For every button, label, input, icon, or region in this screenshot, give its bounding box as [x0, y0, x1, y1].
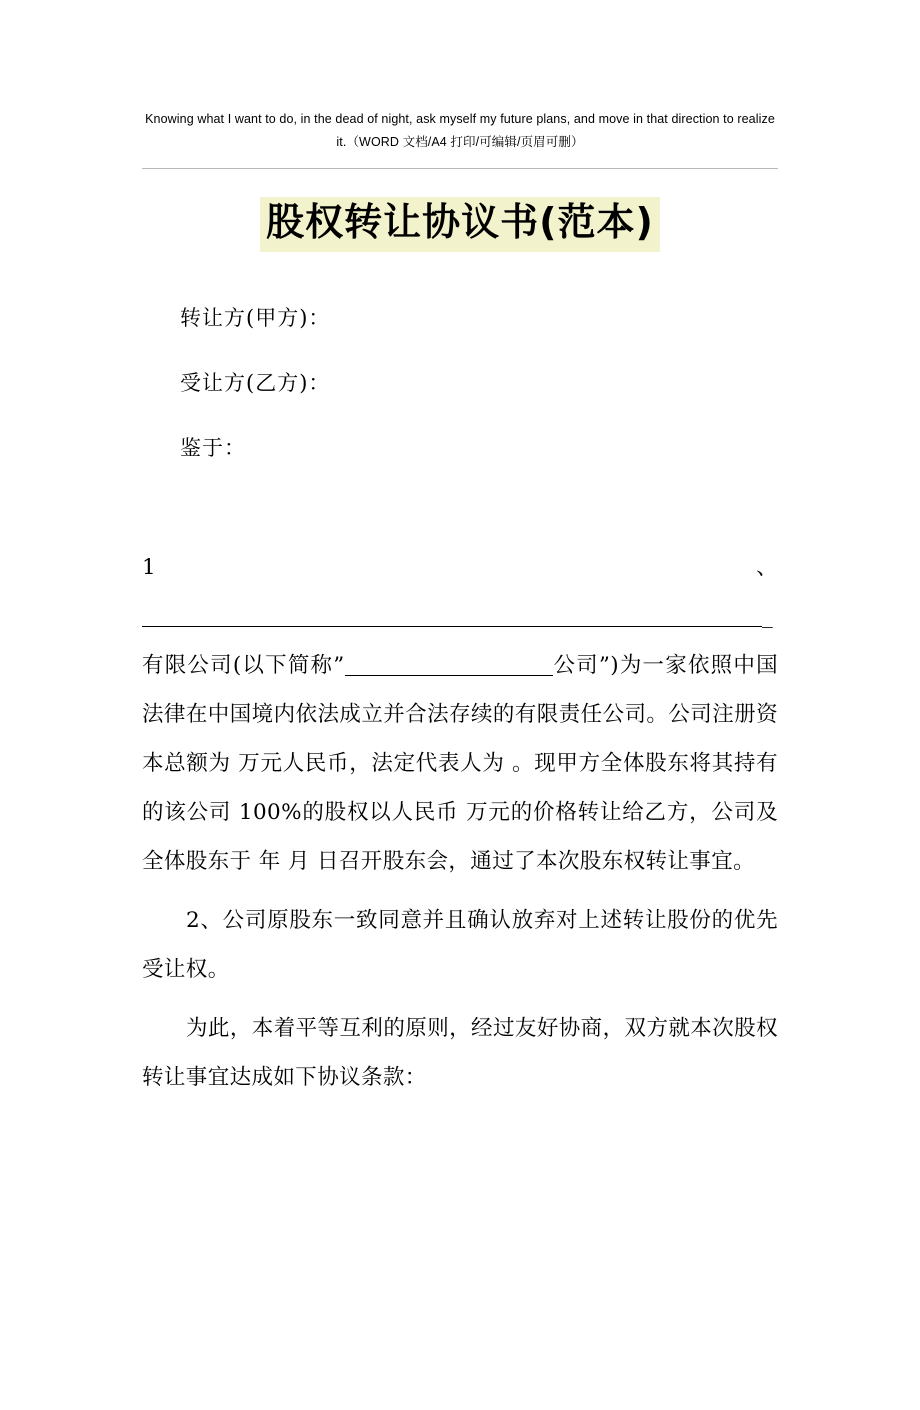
document-page: [0, 108, 920, 1410]
clause-1-line2-start: _有限公司(以下简称”: [142, 603, 774, 678]
page-title: 股权转让协议书(范本): [260, 197, 660, 252]
clause-1-blank-company-name: [142, 604, 762, 627]
clause-1-text: 中国法律在中国境内依法成立并合法存续的有限责任公司。公司注册资本总额为 万元人民币，法定代表人为 。现甲方全体股东将其持有的该公司 100%的股权以人民币 万元的价格转让给乙方，公司及全体股东于 年 月 日召开股东会，通过了本次股东权转让事宜。: [142, 652, 778, 874]
header-note: [142, 108, 778, 154]
clause-1-number: 1、: [142, 554, 778, 580]
clause-1: [142, 543, 778, 886]
clause-3: 为此，本着平等互利的原则，经过友好协商，双方就本次股权转让事宜达成如下协议条款：: [142, 1015, 778, 1090]
party-transferor: 转让方(甲方)：: [180, 305, 331, 330]
clause-1-line2-end: 公司”)为一家依照: [552, 652, 734, 678]
clause-1-blank-short-name: [345, 655, 553, 676]
party-whereas: 鉴于：: [180, 435, 246, 460]
header-note-line-2: it.（WORD 文档/A4 打印/可编辑/页眉可删）: [336, 135, 584, 150]
document-header: [142, 108, 778, 169]
page-title-wrap: [0, 197, 920, 252]
party-transferee: 受让方(乙方)：: [180, 370, 331, 395]
document-body: [142, 252, 778, 1102]
header-divider: [142, 168, 778, 169]
body-spacer: [142, 503, 778, 543]
clause-2: 2、公司原股东一致同意并且确认放弃对上述转让股份的优先受让权。: [142, 907, 778, 982]
header-note-line-1: Knowing what I want to do, in the dead of night, ask myself my future plans, and move in that direction to realize: [145, 112, 775, 126]
